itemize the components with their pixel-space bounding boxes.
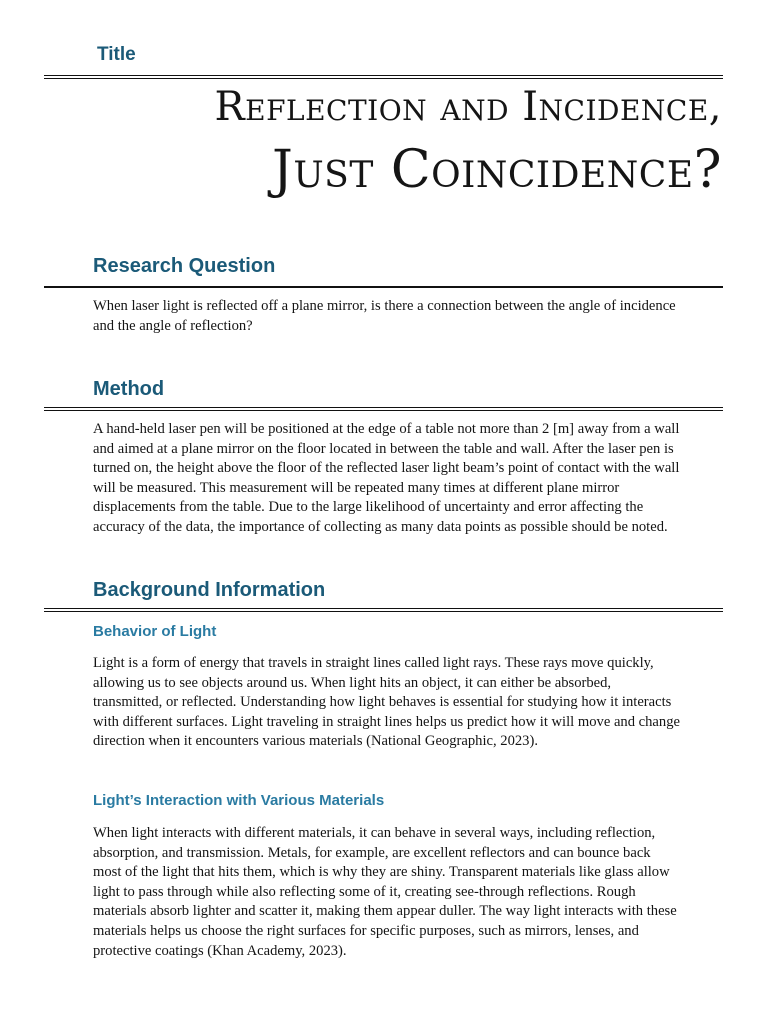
paragraph-line: materials helps us choose the right surfaces for specific purposes, such as mirrors, lenses, and: [93, 922, 639, 939]
method-paragraph: [93, 420, 733, 538]
paragraph-line: and the angle of reflection?: [93, 317, 253, 334]
method-rule: [44, 407, 723, 411]
paragraph-line: absorption, and transmission. Metals, for example, are excellent reflectors and can bounce back: [93, 844, 651, 861]
paragraph-line: direction when it encounters various materials (National Geographic, 2023).: [93, 733, 538, 750]
paragraph-line: protective coatings (Khan Academy, 2023).: [93, 942, 347, 959]
paragraph-line: and aimed at a plane mirror on the floor located in between the table and wall. After the laser pen is: [93, 440, 674, 457]
background-rule: [44, 608, 723, 612]
paragraph-line: allowing us to see objects around us. When light hits an object, it can either be absorbed,: [93, 674, 612, 691]
paragraph-line: with different surfaces. Light traveling in straight lines helps us predict how it will move and change: [93, 713, 680, 730]
paragraph-line: materials absorb lighter and scatter it, making them appear duller. The way light interacts with these: [93, 903, 677, 920]
light-interaction-heading: Light’s Interaction with Various Materials: [93, 792, 385, 809]
paragraph-line: When laser light is reflected off a plane mirror, is there a connection between the angle of incidence: [93, 298, 676, 314]
document-title-line-1: Reflection and Incidence,: [214, 84, 722, 130]
paragraph-line: When light interacts with different materials, it can behave in several ways, including reflection,: [93, 825, 656, 841]
research-question-paragraph: [93, 297, 733, 336]
title-rule: [44, 75, 723, 79]
document-title-line-2: Just Coincidence?: [271, 140, 722, 200]
paragraph-line: will be measured. This measurement will be repeated many times at different plane mirror: [93, 479, 620, 496]
paragraph-line: Light is a form of energy that travels in straight lines called light rays. These rays move quickly,: [93, 655, 654, 671]
behavior-of-light-heading: Behavior of Light: [93, 623, 217, 640]
background-heading: Background Information: [93, 579, 326, 601]
title-label: Title: [97, 44, 136, 65]
research-question-heading: Research Question: [93, 255, 276, 277]
light-interaction-paragraph: [93, 824, 733, 961]
paragraph-line: light to pass through while also reflecting some of it, creating see-through reflections. Rough: [93, 883, 636, 900]
paragraph-line: turned on, the height above the floor of the reflected laser light beam’s point of contact with the wall: [93, 460, 680, 477]
paragraph-line: displacements from the table. Due to the large likelihood of uncertainty and error affecting the: [93, 499, 644, 516]
paragraph-line: A hand-held laser pen will be positioned at the edge of a table not more than 2 [m] away from a wall: [93, 421, 680, 437]
behavior-of-light-paragraph: [93, 654, 733, 752]
paragraph-line: transmitted, or reflected. Understanding how light behaves is essential for studying how it interacts: [93, 694, 672, 711]
paragraph-line: most of the light that hits them, which is why they are shiny. Transparent materials like glass allow: [93, 864, 670, 881]
paragraph-line: accuracy of the data, the importance of collecting as many data points as possible should be noted.: [93, 518, 668, 535]
research-question-rule: [44, 286, 723, 288]
method-heading: Method: [93, 378, 165, 400]
